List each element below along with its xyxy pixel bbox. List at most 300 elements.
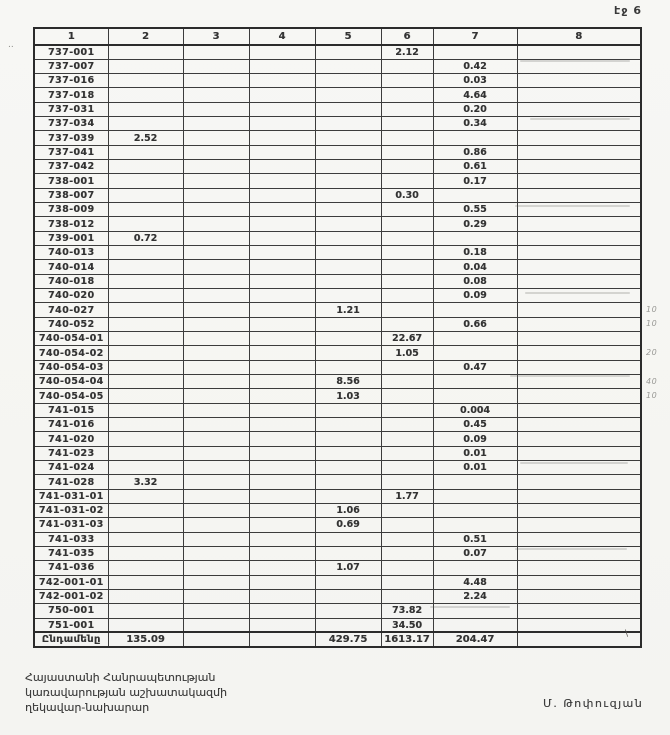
- value-cell: [108, 618, 183, 632]
- row-code: 738-012: [34, 217, 108, 231]
- value-cell: [108, 518, 183, 532]
- handwritten-margin-note: 10: [646, 304, 658, 314]
- table-row: [34, 317, 641, 331]
- table-row: [34, 174, 641, 188]
- row-code: 741-035: [34, 546, 108, 560]
- table-row: [34, 446, 641, 460]
- value-cell: [249, 504, 315, 518]
- row-code: 741-031-02: [34, 504, 108, 518]
- value-cell: 0.30: [381, 188, 433, 202]
- total-label: Ընդամենը: [34, 632, 108, 646]
- value-cell: 34.50: [381, 618, 433, 632]
- value-cell: 3.32: [108, 475, 183, 489]
- row-code: 741-036: [34, 561, 108, 575]
- value-cell: [183, 375, 249, 389]
- value-cell: [108, 145, 183, 159]
- value-cell: 0.34: [433, 117, 517, 131]
- value-cell: [249, 260, 315, 274]
- row-code: 737-042: [34, 160, 108, 174]
- table-row: [34, 303, 641, 317]
- table-row: [34, 518, 641, 532]
- value-cell: [315, 432, 381, 446]
- value-cell: [183, 346, 249, 360]
- value-cell: [108, 446, 183, 460]
- value-cell: [183, 145, 249, 159]
- value-cell: [433, 231, 517, 245]
- value-cell: [249, 389, 315, 403]
- value-cell: [249, 217, 315, 231]
- row-code: 740-027: [34, 303, 108, 317]
- table-row: [34, 604, 641, 618]
- value-cell: [249, 160, 315, 174]
- value-cell: [249, 102, 315, 116]
- value-cell: 0.004: [433, 403, 517, 417]
- value-cell: [517, 561, 641, 575]
- value-cell: [249, 375, 315, 389]
- value-cell: [315, 145, 381, 159]
- value-cell: 0.04: [433, 260, 517, 274]
- value-cell: [517, 88, 641, 102]
- row-code: 741-033: [34, 532, 108, 546]
- value-cell: [517, 317, 641, 331]
- row-code: 737-031: [34, 102, 108, 116]
- table-row: [34, 461, 641, 475]
- table-row: [34, 88, 641, 102]
- row-code: 738-009: [34, 203, 108, 217]
- value-cell: [183, 546, 249, 560]
- table-row: [34, 274, 641, 288]
- row-code: 737-034: [34, 117, 108, 131]
- value-cell: [381, 246, 433, 260]
- value-cell: [381, 504, 433, 518]
- footer-organization-text: [25, 670, 227, 715]
- value-cell: 0.45: [433, 418, 517, 432]
- value-cell: [315, 446, 381, 460]
- value-cell: [517, 546, 641, 560]
- row-code: 740-054-05: [34, 389, 108, 403]
- value-cell: [249, 246, 315, 260]
- row-code: 740-054-02: [34, 346, 108, 360]
- value-cell: [249, 632, 315, 646]
- table-row: [34, 131, 641, 145]
- value-cell: [433, 604, 517, 618]
- value-cell: [183, 59, 249, 73]
- value-cell: 2.12: [381, 45, 433, 59]
- row-code: 740-013: [34, 246, 108, 260]
- value-cell: [315, 102, 381, 116]
- value-cell: [108, 260, 183, 274]
- value-cell: 0.66: [433, 317, 517, 331]
- value-cell: [315, 217, 381, 231]
- value-cell: [517, 489, 641, 503]
- value-cell: [517, 532, 641, 546]
- column-header: 2: [108, 28, 183, 45]
- table-row: [34, 489, 641, 503]
- handwritten-tick-mark: \: [625, 629, 629, 639]
- value-cell: [517, 518, 641, 532]
- value-cell: 0.01: [433, 446, 517, 460]
- value-cell: 1.07: [315, 561, 381, 575]
- value-cell: 73.82: [381, 604, 433, 618]
- row-code: 737-016: [34, 74, 108, 88]
- value-cell: 1.05: [381, 346, 433, 360]
- value-cell: [183, 561, 249, 575]
- handwritten-margin-note: 20: [646, 347, 658, 357]
- value-cell: [517, 160, 641, 174]
- value-cell: [183, 102, 249, 116]
- value-cell: 429.75: [315, 632, 381, 646]
- table-row: [34, 346, 641, 360]
- value-cell: [108, 575, 183, 589]
- table-row: [34, 504, 641, 518]
- value-cell: [315, 589, 381, 603]
- value-cell: [517, 74, 641, 88]
- value-cell: [249, 475, 315, 489]
- table-row: [34, 59, 641, 73]
- value-cell: [183, 360, 249, 374]
- value-cell: [381, 174, 433, 188]
- value-cell: [315, 346, 381, 360]
- row-code: 741-023: [34, 446, 108, 460]
- value-cell: [183, 461, 249, 475]
- value-cell: [249, 117, 315, 131]
- value-cell: 0.03: [433, 74, 517, 88]
- footer-org-line: կառավարության աշխատակազմի: [25, 686, 227, 699]
- row-code: 751-001: [34, 618, 108, 632]
- value-cell: [249, 59, 315, 73]
- value-cell: 8.56: [315, 375, 381, 389]
- value-cell: [433, 561, 517, 575]
- table-row: [34, 432, 641, 446]
- value-cell: [108, 274, 183, 288]
- value-cell: [517, 217, 641, 231]
- value-cell: 0.01: [433, 461, 517, 475]
- value-cell: [249, 518, 315, 532]
- table-row: [34, 203, 641, 217]
- value-cell: [249, 561, 315, 575]
- value-cell: [315, 317, 381, 331]
- value-cell: [183, 217, 249, 231]
- value-cell: [315, 59, 381, 73]
- value-cell: [517, 45, 641, 59]
- value-cell: [108, 346, 183, 360]
- value-cell: [249, 289, 315, 303]
- value-cell: [381, 317, 433, 331]
- value-cell: [183, 289, 249, 303]
- column-header: 4: [249, 28, 315, 45]
- row-code: 741-031-01: [34, 489, 108, 503]
- value-cell: [517, 117, 641, 131]
- value-cell: [517, 375, 641, 389]
- value-cell: [517, 632, 641, 646]
- value-cell: [381, 260, 433, 274]
- value-cell: [249, 604, 315, 618]
- value-cell: [108, 504, 183, 518]
- value-cell: [315, 575, 381, 589]
- value-cell: [249, 432, 315, 446]
- value-cell: 2.24: [433, 589, 517, 603]
- value-cell: [315, 475, 381, 489]
- value-cell: [183, 174, 249, 188]
- value-cell: [517, 231, 641, 245]
- value-cell: [315, 174, 381, 188]
- value-cell: [183, 475, 249, 489]
- row-code: 740-054-01: [34, 332, 108, 346]
- value-cell: [517, 203, 641, 217]
- table-row: [34, 74, 641, 88]
- value-cell: [315, 117, 381, 131]
- value-cell: 0.09: [433, 432, 517, 446]
- value-cell: 0.08: [433, 274, 517, 288]
- value-cell: [315, 461, 381, 475]
- value-cell: [249, 418, 315, 432]
- value-cell: [517, 446, 641, 460]
- value-cell: 1613.17: [381, 632, 433, 646]
- value-cell: [381, 389, 433, 403]
- value-cell: [183, 532, 249, 546]
- value-cell: [183, 117, 249, 131]
- value-cell: [249, 403, 315, 417]
- value-cell: [183, 88, 249, 102]
- value-cell: [517, 589, 641, 603]
- value-cell: [108, 604, 183, 618]
- value-cell: [183, 389, 249, 403]
- value-cell: [517, 604, 641, 618]
- row-code: 741-031-03: [34, 518, 108, 532]
- row-code: 740-052: [34, 317, 108, 331]
- value-cell: [517, 131, 641, 145]
- value-cell: [381, 375, 433, 389]
- value-cell: [517, 575, 641, 589]
- value-cell: [315, 489, 381, 503]
- value-cell: [433, 389, 517, 403]
- value-cell: [249, 332, 315, 346]
- value-cell: [433, 518, 517, 532]
- value-cell: [249, 145, 315, 159]
- value-cell: [108, 317, 183, 331]
- table-row: [34, 260, 641, 274]
- value-cell: [315, 532, 381, 546]
- value-cell: 204.47: [433, 632, 517, 646]
- value-cell: [315, 203, 381, 217]
- row-code: 737-039: [34, 131, 108, 145]
- value-cell: [315, 360, 381, 374]
- value-cell: [108, 389, 183, 403]
- value-cell: [381, 289, 433, 303]
- value-cell: [183, 74, 249, 88]
- value-cell: [249, 131, 315, 145]
- table-row: [34, 403, 641, 417]
- value-cell: [108, 117, 183, 131]
- value-cell: 0.55: [433, 203, 517, 217]
- row-code: 741-015: [34, 403, 108, 417]
- value-cell: [381, 403, 433, 417]
- value-cell: [517, 461, 641, 475]
- value-cell: [108, 160, 183, 174]
- signatory-name: Մ. Թոփուզյան: [543, 697, 644, 710]
- value-cell: 0.17: [433, 174, 517, 188]
- value-cell: [183, 332, 249, 346]
- row-code: 739-001: [34, 231, 108, 245]
- table-row: [34, 418, 641, 432]
- table-row: [34, 246, 641, 260]
- value-cell: [108, 546, 183, 560]
- footer-org-line: Հայաստանի Հանրապետության: [25, 671, 216, 684]
- value-cell: [315, 604, 381, 618]
- table-row: [34, 375, 641, 389]
- value-cell: [381, 532, 433, 546]
- value-cell: [517, 418, 641, 432]
- row-code: 742-001-02: [34, 589, 108, 603]
- value-cell: [381, 217, 433, 231]
- table-row: [34, 618, 641, 632]
- value-cell: [517, 475, 641, 489]
- value-cell: 1.06: [315, 504, 381, 518]
- value-cell: [249, 489, 315, 503]
- value-cell: [381, 117, 433, 131]
- row-code: 741-024: [34, 461, 108, 475]
- value-cell: [183, 131, 249, 145]
- value-cell: [315, 289, 381, 303]
- handwritten-margin-note: 10: [646, 319, 658, 329]
- value-cell: [249, 589, 315, 603]
- value-cell: [249, 618, 315, 632]
- value-cell: [249, 532, 315, 546]
- table-row: [34, 360, 641, 374]
- table-row: [34, 561, 641, 575]
- value-cell: [183, 589, 249, 603]
- value-cell: [381, 461, 433, 475]
- value-cell: [183, 432, 249, 446]
- value-cell: [108, 102, 183, 116]
- row-code: 737-001: [34, 45, 108, 59]
- value-cell: [315, 246, 381, 260]
- value-cell: [381, 360, 433, 374]
- value-cell: [381, 446, 433, 460]
- value-cell: 0.18: [433, 246, 517, 260]
- table-row: [34, 546, 641, 560]
- value-cell: 0.20: [433, 102, 517, 116]
- table-row: [34, 332, 641, 346]
- value-cell: [517, 274, 641, 288]
- value-cell: [183, 203, 249, 217]
- row-code: 741-028: [34, 475, 108, 489]
- column-header: 1: [34, 28, 108, 45]
- value-cell: [517, 504, 641, 518]
- value-cell: [108, 203, 183, 217]
- table-row: [34, 575, 641, 589]
- value-cell: 0.72: [108, 231, 183, 245]
- value-cell: [249, 174, 315, 188]
- value-cell: [517, 102, 641, 116]
- column-header: 5: [315, 28, 381, 45]
- value-cell: 4.48: [433, 575, 517, 589]
- value-cell: [433, 489, 517, 503]
- value-cell: [517, 260, 641, 274]
- value-cell: [517, 303, 641, 317]
- table-row: [34, 475, 641, 489]
- value-cell: [108, 532, 183, 546]
- ledger-table-container: [33, 27, 642, 648]
- value-cell: 1.77: [381, 489, 433, 503]
- value-cell: [381, 475, 433, 489]
- value-cell: [183, 575, 249, 589]
- value-cell: [183, 188, 249, 202]
- value-cell: [249, 360, 315, 374]
- value-cell: [108, 403, 183, 417]
- value-cell: 0.51: [433, 532, 517, 546]
- value-cell: [249, 461, 315, 475]
- handwritten-margin-note: 10: [646, 390, 658, 400]
- value-cell: [433, 131, 517, 145]
- value-cell: [183, 403, 249, 417]
- value-cell: [517, 346, 641, 360]
- value-cell: [315, 74, 381, 88]
- value-cell: 0.29: [433, 217, 517, 231]
- value-cell: [433, 332, 517, 346]
- value-cell: [183, 303, 249, 317]
- value-cell: [183, 504, 249, 518]
- value-cell: [315, 332, 381, 346]
- value-cell: [315, 88, 381, 102]
- value-cell: [315, 188, 381, 202]
- scan-noise-mark: ..: [8, 40, 14, 50]
- value-cell: [517, 289, 641, 303]
- value-cell: 0.42: [433, 59, 517, 73]
- value-cell: [249, 546, 315, 560]
- value-cell: [183, 260, 249, 274]
- value-cell: [183, 632, 249, 646]
- value-cell: [108, 360, 183, 374]
- value-cell: [433, 504, 517, 518]
- value-cell: 2.52: [108, 131, 183, 145]
- value-cell: 0.61: [433, 160, 517, 174]
- value-cell: [315, 260, 381, 274]
- value-cell: [108, 188, 183, 202]
- value-cell: [249, 346, 315, 360]
- value-cell: [108, 418, 183, 432]
- value-cell: [315, 131, 381, 145]
- value-cell: 0.07: [433, 546, 517, 560]
- value-cell: 0.86: [433, 145, 517, 159]
- table-row: [34, 117, 641, 131]
- value-cell: [517, 403, 641, 417]
- value-cell: 1.03: [315, 389, 381, 403]
- row-code: 738-007: [34, 188, 108, 202]
- value-cell: [381, 145, 433, 159]
- value-cell: [183, 518, 249, 532]
- value-cell: [381, 131, 433, 145]
- ledger-body: [34, 45, 641, 647]
- value-cell: [381, 102, 433, 116]
- value-cell: [381, 59, 433, 73]
- value-cell: [381, 231, 433, 245]
- value-cell: [433, 45, 517, 59]
- value-cell: [183, 231, 249, 245]
- row-code: 737-007: [34, 59, 108, 73]
- value-cell: [108, 332, 183, 346]
- value-cell: [433, 618, 517, 632]
- value-cell: [183, 45, 249, 59]
- value-cell: 4.64: [433, 88, 517, 102]
- value-cell: [108, 217, 183, 231]
- value-cell: [249, 231, 315, 245]
- table-row: [34, 217, 641, 231]
- value-cell: [381, 74, 433, 88]
- row-code: 742-001-01: [34, 575, 108, 589]
- value-cell: 0.47: [433, 360, 517, 374]
- row-code: 750-001: [34, 604, 108, 618]
